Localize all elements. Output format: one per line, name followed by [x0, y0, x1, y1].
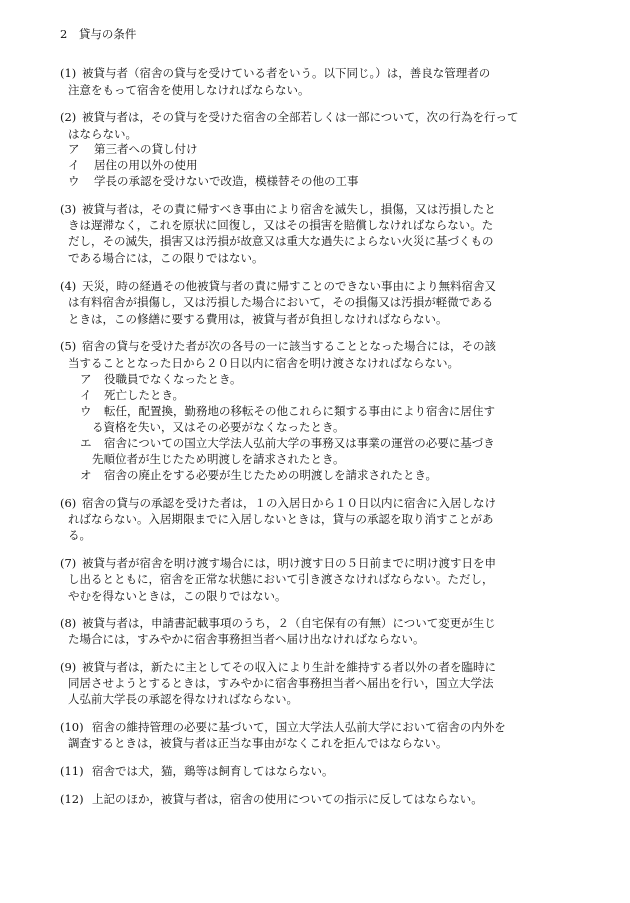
subitem-text-line: 学長の承認を受けないで改造，模様替その他の工事 — [94, 174, 359, 188]
item-text-line: し出るとともに，宿舎を正常な状態において引き渡さなければならない。ただし， — [68, 572, 494, 586]
item-text-line: る。 — [68, 528, 91, 542]
subitem-mark: ア — [68, 142, 80, 156]
item-text-line: 同居させようとするときは，すみやかに宿舎事務担当者へ届出を行い，国立大学法 — [68, 676, 494, 690]
subitem-mark: ウ — [80, 404, 92, 418]
item-text-line: 注意をもって宿舎を使用しなければならない。 — [68, 83, 310, 97]
item-number: (7) — [60, 556, 77, 570]
item-number: (10) — [60, 720, 84, 734]
item-text-line: 宿舎では犬，猫，鶏等は飼育してはならない。 — [92, 764, 334, 778]
section-heading: 2 貸与の条件 — [60, 27, 137, 41]
subitem-text-line: 第三者への貸し付け — [94, 142, 198, 156]
item-number: (8) — [60, 616, 77, 630]
item-number: (4) — [60, 279, 77, 293]
item-text-line: 被貸与者は，その責に帰すべき事由により宿舎を滅失し，損傷，又は汚損したと — [82, 202, 496, 216]
subitem-mark: イ — [68, 158, 80, 172]
subitem-text-line: 役職員でなくなったとき。 — [104, 372, 242, 386]
item-text-line: ればならない。入居期限までに入居しないときは，貸与の承認を取り消すことがあ — [68, 512, 494, 526]
item-text-line: 当することとなった日から２０日以内に宿舎を明け渡さなければならない。 — [68, 356, 459, 370]
subitem-text-line: る資格を失い，又はその必要がなくなったとき。 — [92, 420, 345, 434]
item-number: (3) — [60, 202, 77, 216]
subitem-text-line: 居住の用以外の使用 — [94, 158, 198, 172]
subitem-mark: イ — [80, 388, 92, 402]
item-text-line: 上記のほか，被貸与者は，宿舎の使用についての指示に反してはならない。 — [92, 792, 483, 806]
item-text-line: 被貸与者（宿舎の貸与を受けている者をいう。以下同じ。）は，善良な管理者の — [82, 66, 491, 80]
item-text-line: 被貸与者は，その貸与を受けた宿舎の全部若しくは一部について，次の行為を行って — [82, 110, 519, 124]
item-text-line: である場合には，この限りではない。 — [68, 251, 264, 265]
subitem-text-line: 死亡したとき。 — [104, 388, 185, 402]
item-text-line: 宿舎の維持管理の必要に基づいて，国立大学法人弘前大学において宿舎の内外を — [92, 720, 506, 734]
item-text-line: は有料宿舎が損傷し，又は汚損した場合において，その損傷又は汚損が軽微である — [68, 295, 494, 309]
subitem-text-line: 転任，配置換，勤務地の移転その他これらに類する事由により宿舎に居住す — [104, 404, 495, 418]
item-number: (6) — [60, 496, 77, 510]
item-text-line: 被貸与者は，新たに主としてその収入により生計を維持する者以外の者を臨時に — [82, 660, 496, 674]
item-text-line: 宿舎の貸与の承認を受けた者は，１の入居日から１０日以内に宿舎に入居しなけ — [82, 496, 496, 510]
item-text-line: 宿舎の貸与を受けた者が次の各号の一に該当することとなった場合には，その該 — [82, 339, 496, 353]
item-number: (5) — [60, 339, 77, 353]
subitem-mark: ウ — [68, 174, 80, 188]
subitem-text-line: 先順位者が生じたため明渡しを請求されたとき。 — [92, 452, 345, 466]
item-text-line: 被貸与者が宿舎を明け渡す場合には，明け渡す日の５日前までに明け渡す日を申 — [82, 556, 496, 570]
item-text-line: きは遅滞なく，これを原状に回復し，又はその損害を賠償しなければならない。た — [68, 218, 494, 232]
item-number: (2) — [60, 110, 77, 124]
item-text-line: やむを得ないときは，この限りではない。 — [68, 589, 287, 603]
item-number: (9) — [60, 660, 77, 674]
item-text-line: 調査するときは，被貸与者は正当な事由がなくこれを拒んではならない。 — [68, 736, 448, 750]
item-number: (12) — [60, 792, 84, 806]
item-text-line: だし，その滅失，損害又は汚損が故意又は重大な過失によらない火災に基づくもの — [68, 234, 494, 248]
item-number: (1) — [60, 66, 77, 80]
subitem-text-line: 宿舎の廃止をする必要が生じたための明渡しを請求されたとき。 — [104, 468, 438, 482]
item-text-line: た場合には，すみやかに宿舎事務担当者へ届け出なければならない。 — [68, 632, 425, 646]
item-text-line: ときは，この修繕に要する費用は，被貸与者が負担しなければならない。 — [68, 312, 448, 326]
item-text-line: 人弘前大学長の承認を得なければならない。 — [68, 692, 298, 706]
subitem-text-line: 宿舎についての国立大学法人弘前大学の事務又は事業の運営の必要に基づき — [104, 436, 495, 450]
subitem-mark: ア — [80, 372, 92, 386]
item-text-line: 天災，時の経過その他被貸与者の責に帰すことのできない事由により無料宿舎又 — [82, 279, 496, 293]
item-text-line: 被貸与者は，申請書記載事項のうち，２（自宅保有の有無）について変更が生じ — [82, 616, 496, 630]
item-text-line: はならない。 — [68, 127, 137, 141]
subitem-mark: オ — [80, 468, 92, 482]
item-number: (11) — [60, 764, 84, 778]
subitem-mark: エ — [80, 436, 92, 450]
